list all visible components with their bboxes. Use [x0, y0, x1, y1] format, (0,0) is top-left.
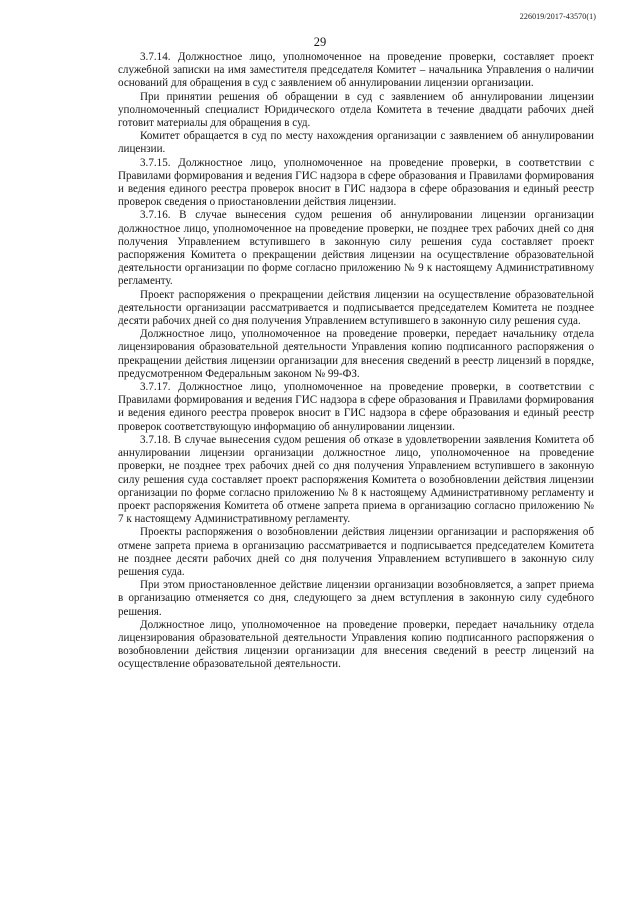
paragraph-3-7-18: 3.7.18. В случае вынесения судом решения об отказе в удовлетворении заявления Комитета об аннулировании лицензии организации должностное лицо, уполномоченное на проведение проверки, не позднее трех рабочих дней со дня получения Управлением вступившего в законную силу решения суда составляет проект распоряжения Комитета о возобновлении действия лицензии организации по форме согласно приложению № 8 к настоящему Административному регламенту и проект распоряжения Комитета об отмене запрета приема в организацию согласно приложению № 7 к настоящему Административному регламенту. — [118, 433, 594, 526]
paragraph: При принятии решения об обращении в суд с заявлением об аннулировании лицензии уполномоченный специалист Юридического отдела Комитета в течение двадцати рабочих дней готовит материалы для обращения в суд. — [118, 90, 594, 130]
paragraph-3-7-16: 3.7.16. В случае вынесения судом решения об аннулировании лицензии организации должностное лицо, уполномоченное на проведение проверки, не позднее трех рабочих дней со дня получения Управлением вступившего в законную силу решения суда составляет проект распоряжения Комитета о прекращении действия лицензии на осуществление образовательной деятельности организации по форме согласно приложению № 9 к настоящему Административному регламенту. — [118, 209, 594, 288]
document-number: 226019/2017-43570(1) — [519, 12, 596, 21]
paragraph: Должностное лицо, уполномоченное на проведение проверки, передает начальнику отдела лицензирования образовательной деятельности Управления копию подписанного распоряжения о прекращении действия лицензии организации для внесения сведений в реестр лицензий в порядке, предусмотренном Федеральным законом № 99-ФЗ. — [118, 328, 594, 380]
paragraph: Комитет обращается в суд по месту нахождения организации с заявлением об аннулировании лицензии. — [118, 130, 594, 156]
paragraph: Проекты распоряжения о возобновлении действия лицензии организации и распоряжения об отмене запрета приема в организацию рассматривается и подписывается председателем Комитета не позднее десяти рабочих дней со дня получения Управлением вступившего в законную силу решения суда. — [118, 526, 594, 578]
paragraph-3-7-17: 3.7.17. Должностное лицо, уполномоченное на проведение проверки, в соответствии с Правилами формирования и ведения ГИС надзора в сфере образования и Правилами формирования и ведения единого реестра проверок вносит в ГИС надзора в сфере образования и единый реестр проверок соответствующую информацию об аннулировании лицензии. — [118, 381, 594, 433]
page-number: 29 — [313, 35, 327, 49]
paragraph: При этом приостановленное действие лицензии организации возобновляется, а запрет приема в организацию отменяется со дня, следующего за днем вступления в законную силу судебного решения. — [118, 579, 594, 618]
paragraph: Проект распоряжения о прекращении действия лицензии на осуществление образовательной деятельности организации рассматривается и подписывается председателем Комитета не позднее десяти рабочих дней со дня получения Управлением вступившего в законную силу решения суда. — [118, 288, 594, 328]
paragraph-3-7-15: 3.7.15. Должностное лицо, уполномоченное на проведение проверки, в соответствии с Правилами формирования и ведения ГИС надзора в сфере образования и Правилами формирования и ведения единого реестра проверок вносит в ГИС надзора в сфере образования и единый реестр проверок сведения о приостановлении действия лицензии. — [118, 156, 594, 209]
document-body — [118, 51, 594, 672]
paragraph: Должностное лицо, уполномоченное на проведение проверки, передает начальнику отдела лицензирования образовательной деятельности Управления копию подписанного распоряжения о возобновлении действия лицензии организации для внесения сведений в реестр лицензий на осуществление образовательной деятельности. — [118, 618, 594, 671]
paragraph-3-7-14: 3.7.14. Должностное лицо, уполномоченное на проведение проверки, составляет проект служебной записки на имя заместителя председателя Комитет – начальника Управления о наличии оснований для обращения в суд с заявлением об аннулировании лицензии организации. — [118, 51, 594, 90]
